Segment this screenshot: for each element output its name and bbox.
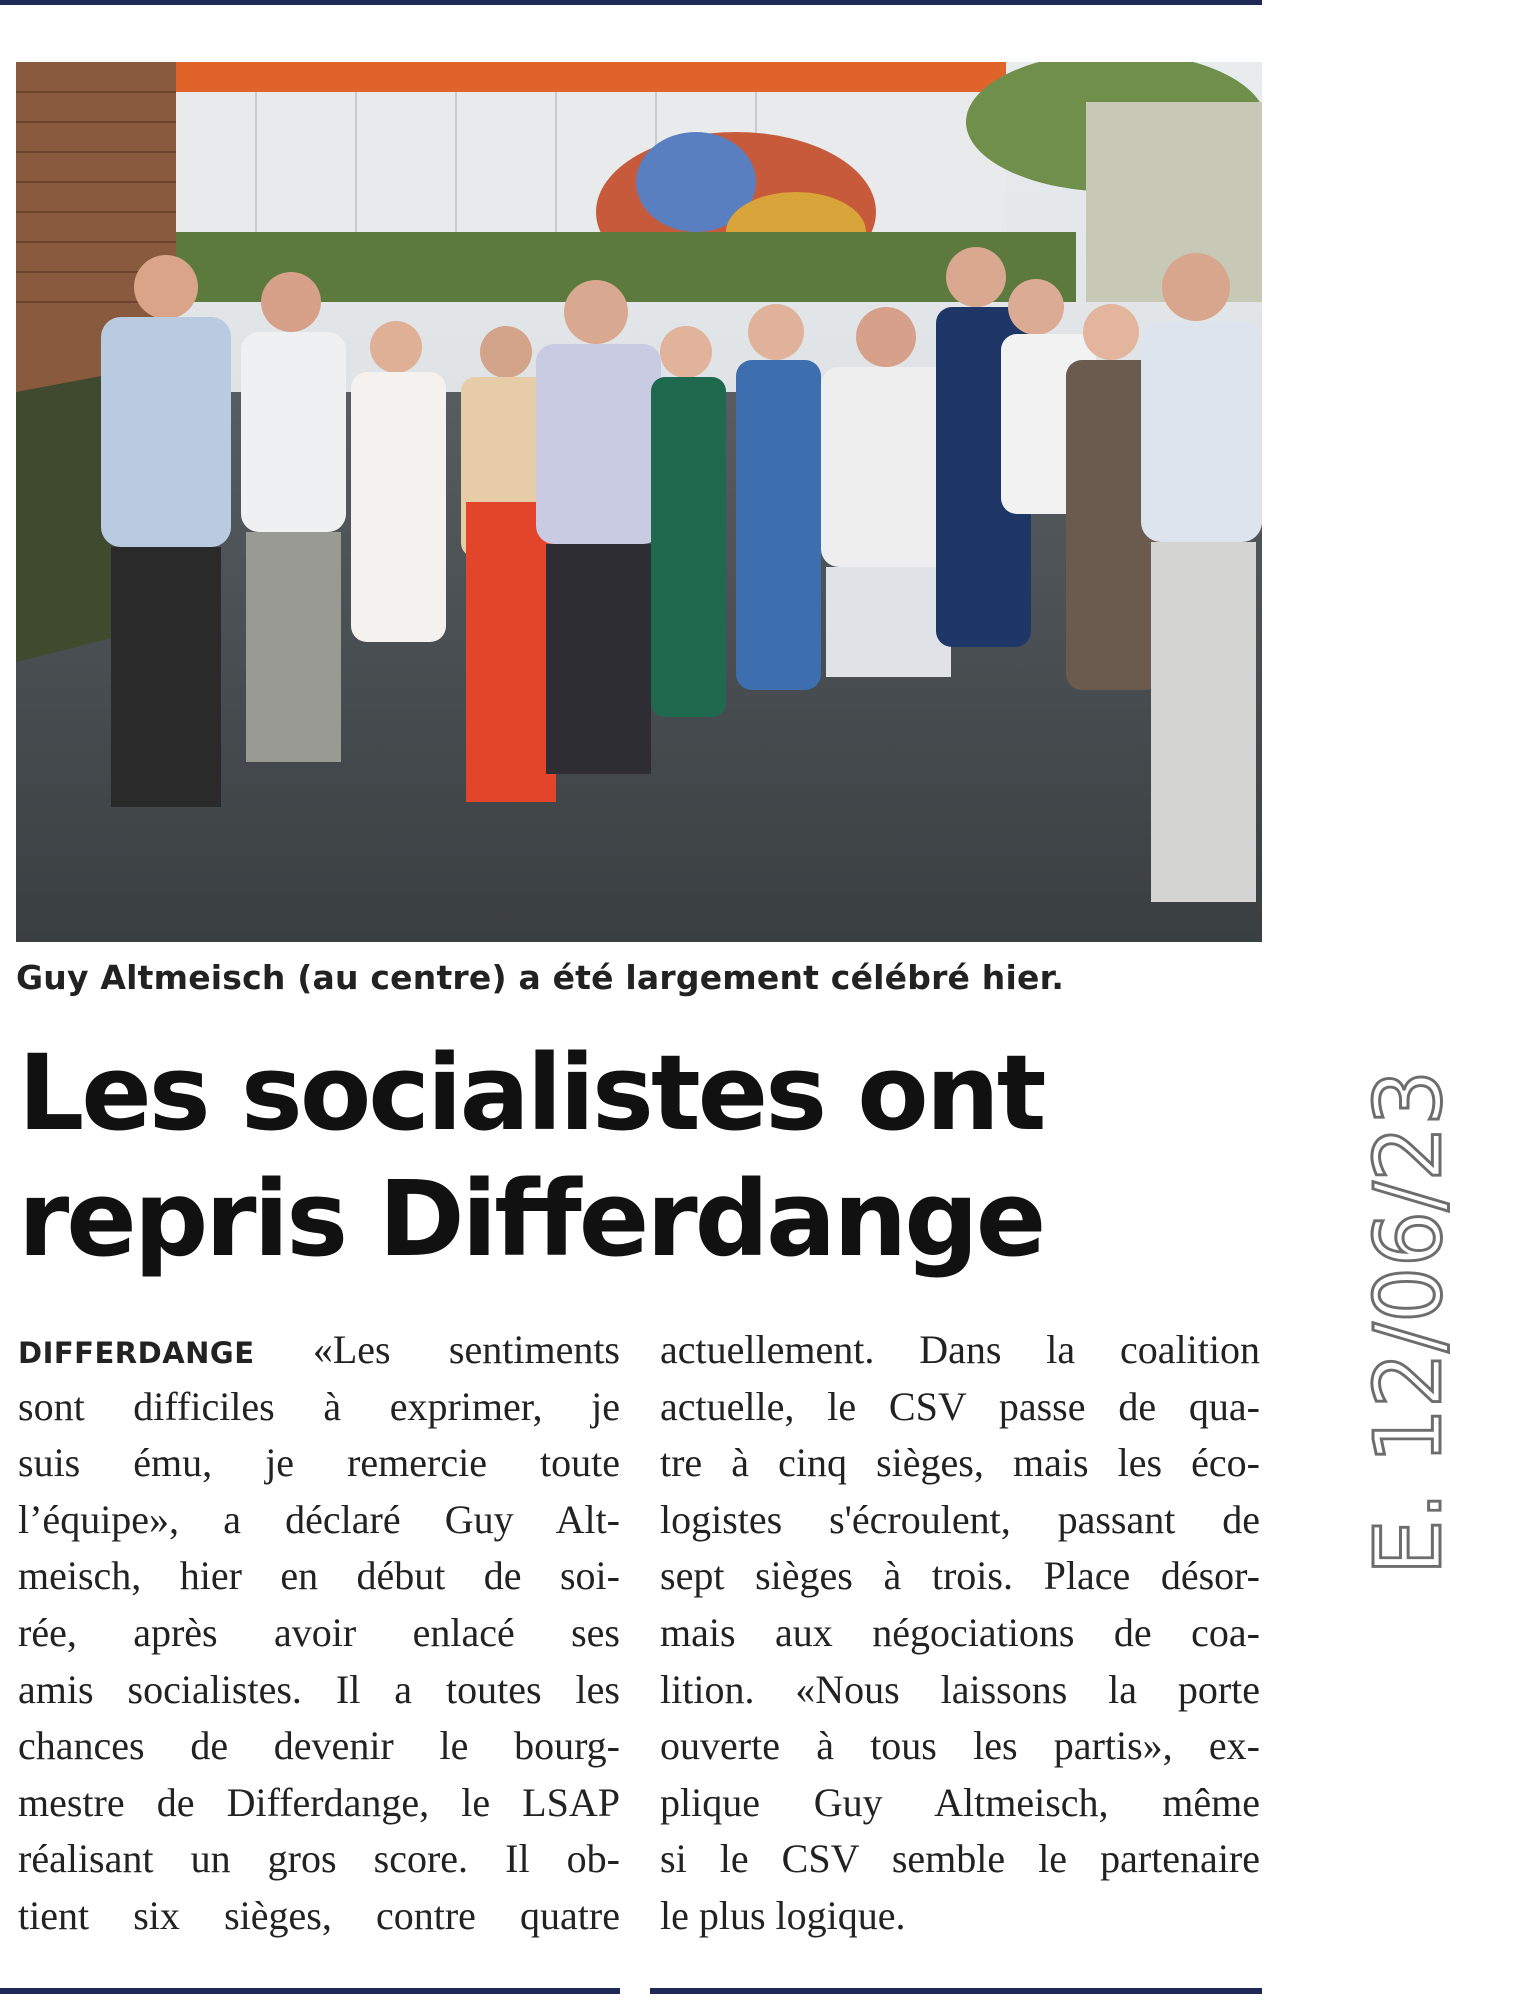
- article-line: réalisant un gros score. Il ob-: [18, 1836, 620, 1882]
- article-line: le plus logique.: [660, 1892, 906, 1938]
- headline-line-1: Les socialistes ont: [18, 1032, 1044, 1154]
- article-line: tre à cinq sièges, mais les éco-: [660, 1440, 1260, 1486]
- article-line: tient six sièges, contre quatre: [18, 1892, 620, 1938]
- headline: [18, 1030, 1248, 1282]
- article-line: sont difficiles à exprimer, je: [18, 1383, 620, 1429]
- handwritten-date-text: E. 12/06/23: [1355, 1060, 1462, 1575]
- article-line: [18, 1322, 620, 1379]
- article-line: amis socialistes. Il a toutes les: [18, 1666, 620, 1712]
- article-line: actuellement. Dans la coalition: [660, 1327, 1260, 1372]
- article-line: sept sièges à trois. Place désor-: [660, 1553, 1260, 1599]
- article-column-right: [660, 1322, 1260, 1945]
- article-line: plique Guy Altmeisch, même: [660, 1779, 1260, 1825]
- article-photo: [16, 62, 1262, 942]
- article-line-text: «Les sentiments: [312, 1327, 620, 1372]
- article-line: actuelle, le CSV passe de qua-: [660, 1383, 1260, 1429]
- dateline: DIFFERDANGE: [18, 1336, 255, 1370]
- headline-line-2: repris Differdange: [18, 1158, 1044, 1280]
- article-line: lition. «Nous laissons la porte: [660, 1666, 1260, 1712]
- article-column-left: [18, 1322, 620, 1945]
- handwritten-date-drawing: [1340, 1060, 1480, 1580]
- article-line: chances de devenir le bourg-: [18, 1723, 620, 1769]
- article-line: logistes s'écroulent, passant de: [660, 1496, 1260, 1542]
- article-line: l’équipe», a déclaré Guy Alt-: [18, 1496, 620, 1542]
- article-line: ouverte à tous les partis», ex-: [660, 1723, 1260, 1769]
- article-line: mais aux négociations de coa-: [660, 1609, 1260, 1655]
- article-line: meisch, hier en début de soi-: [18, 1553, 620, 1599]
- article-line: suis ému, je remercie toute: [18, 1440, 620, 1486]
- article-line: rée, après avoir enlacé ses: [18, 1609, 620, 1655]
- bottom-rule-right: [650, 1988, 1262, 1994]
- article-line: si le CSV semble le partenaire: [660, 1836, 1260, 1882]
- article-line: mestre de Differdange, le LSAP: [18, 1779, 620, 1825]
- photo-caption: Guy Altmeisch (au centre) a été largement célébré hier.: [16, 958, 1065, 997]
- top-rule: [0, 0, 1262, 5]
- handwritten-date-note: [1340, 1060, 1480, 1580]
- photo-illustration: [16, 62, 1262, 942]
- bottom-rule-left: [0, 1988, 620, 1994]
